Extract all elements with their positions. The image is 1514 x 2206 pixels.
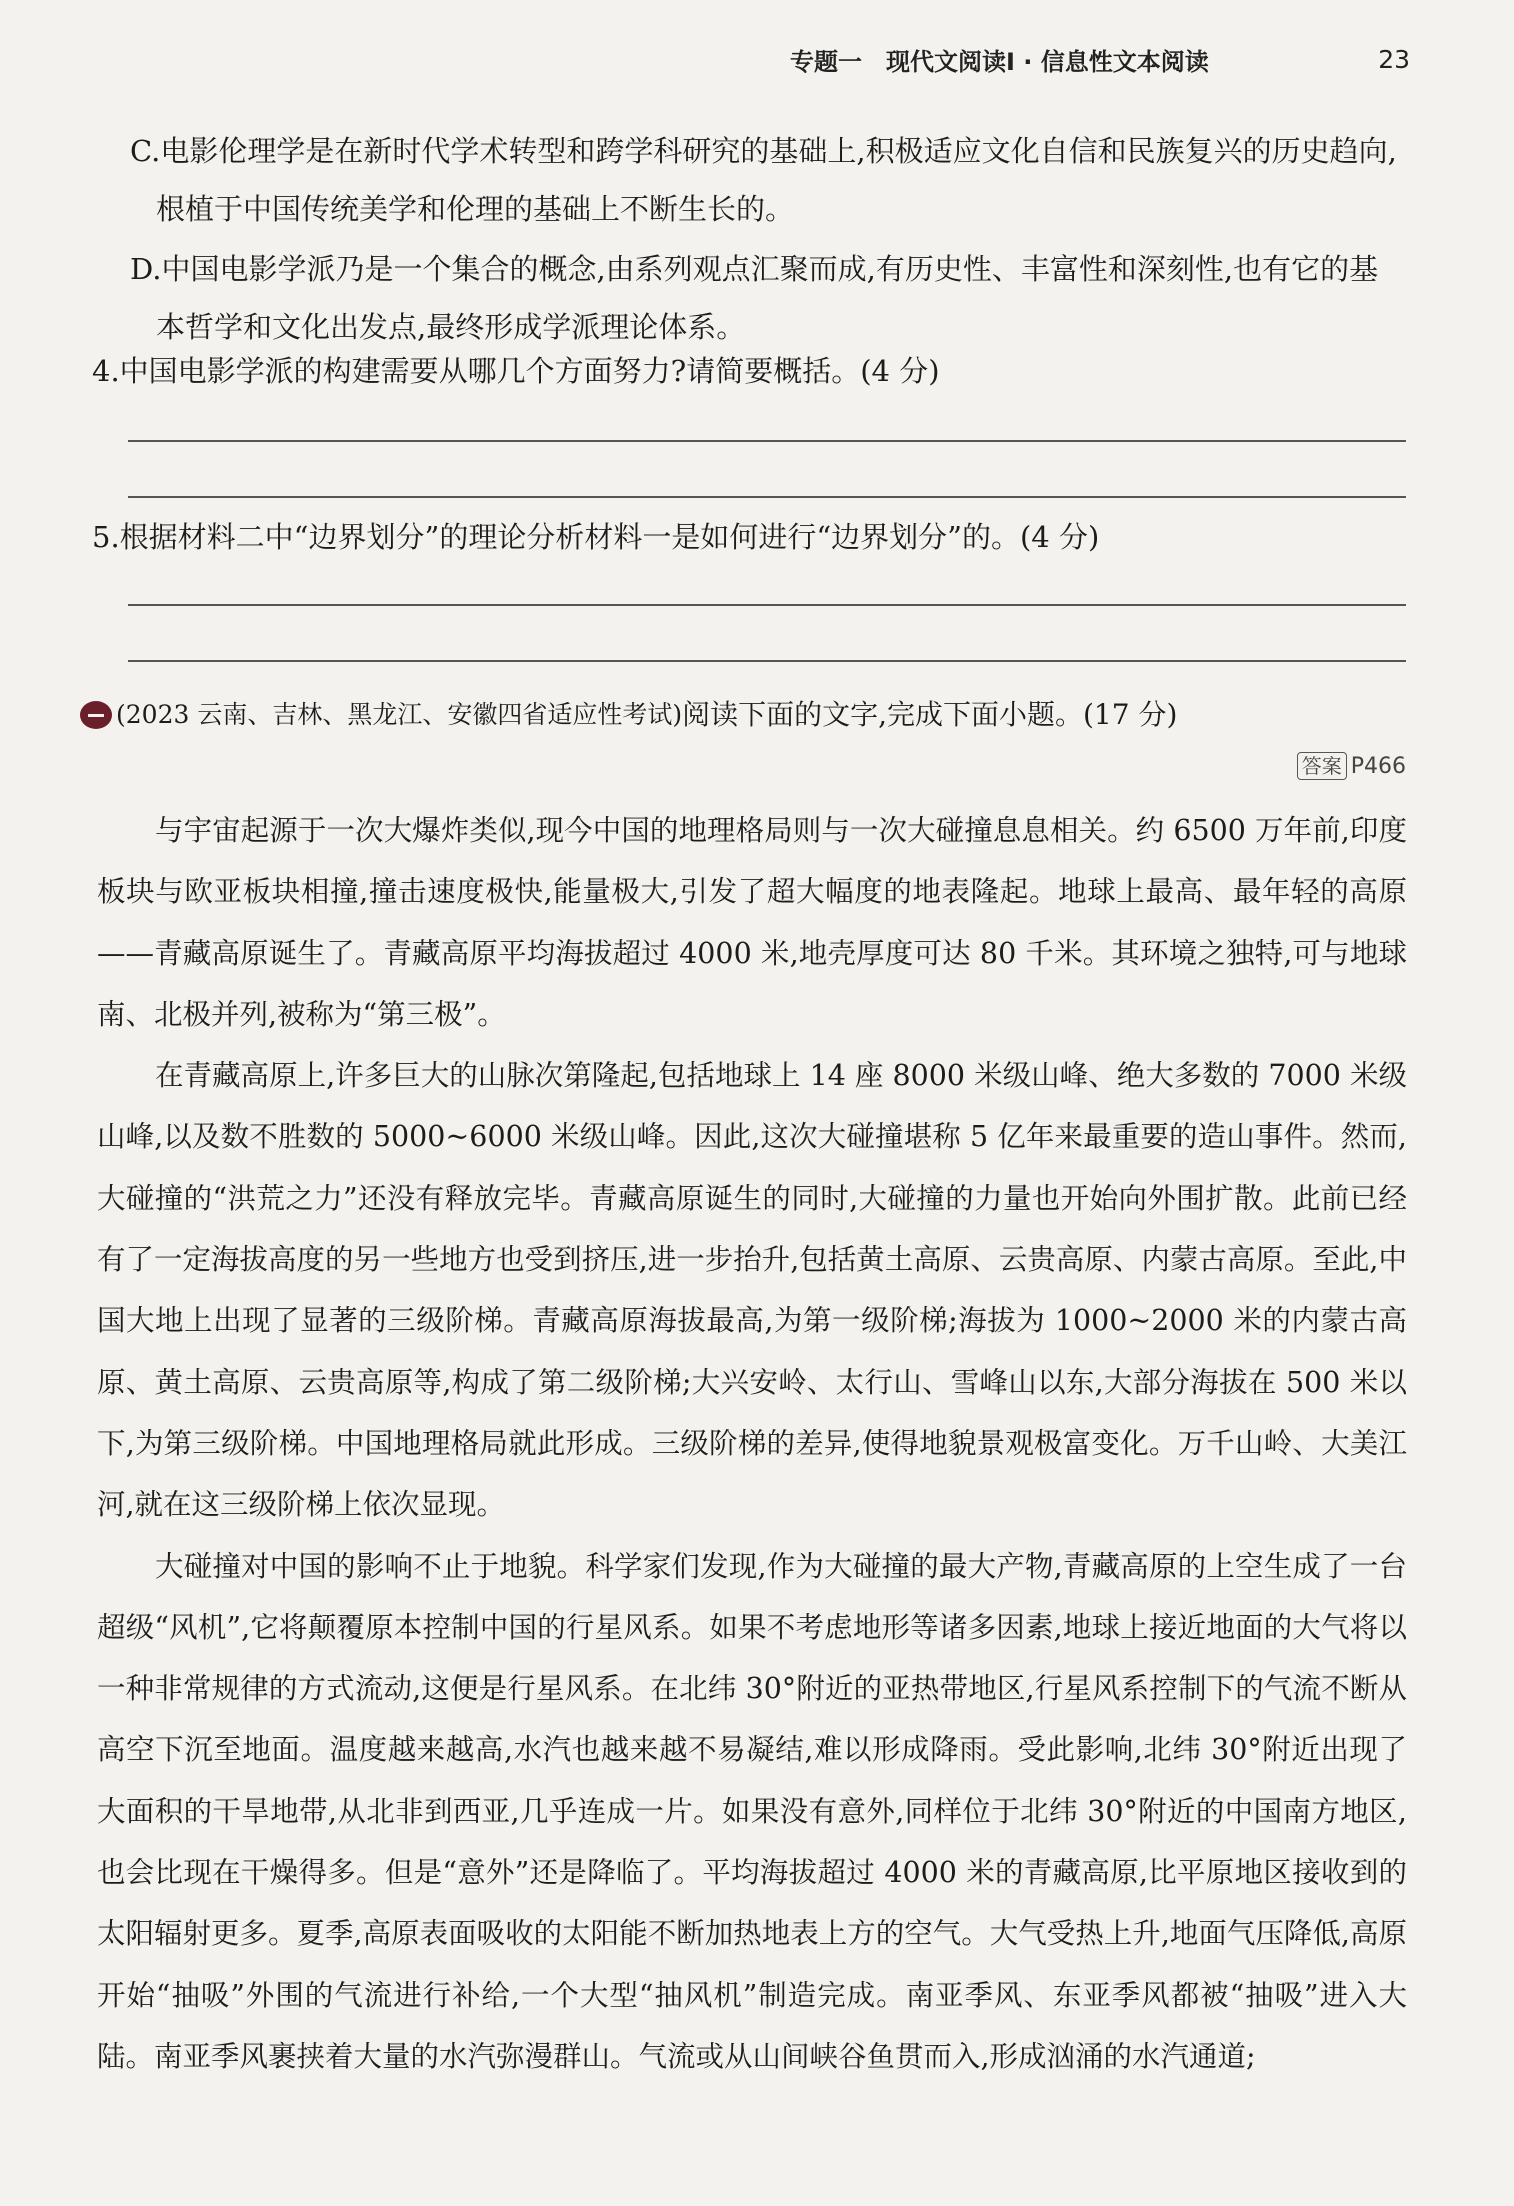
answer-line[interactable] — [128, 660, 1406, 662]
answer-page: P466 — [1350, 753, 1406, 779]
passage-paragraph: 与宇宙起源于一次大爆炸类似,现今中国的地理格局则与一次大碰撞息息相关。约 6500 万年前,印度板块与欧亚板块相撞,撞击速度极快,能量极大,引发了超大幅度的地表隆起。地球上最高、最年轻的高原——青藏高原诞生了。青藏高原平均海拔超过 4000 米,地壳厚度可达 80 千米。其环境之独特,可与地球南、北极并列,被称为“第三极”。 — [97, 814, 1407, 1031]
page-number: 23 — [1378, 45, 1410, 74]
option-d — [104, 240, 1406, 356]
question-number: 5. — [92, 520, 120, 554]
question-number: 4. — [92, 354, 120, 388]
page-header — [790, 42, 1410, 77]
passage-paragraph: 在青藏高原上,许多巨大的山脉次第隆起,包括地球上 14 座 8000 米级山峰、绝大多数的 7000 米级山峰,以及数不胜数的 5000~6000 米级山峰。因此,这次大碰撞堪称 5 亿年来最重要的造山事件。然而,大碰撞的“洪荒之力”还没有释放完毕。青藏高原诞生的同时,大碰撞的力量也开始向外围扩散。此前已经有了一定海拔高度的另一些地方也受到挤压,进一步抬升,包括黄土高原、云贵高原、内蒙古高原。至此,中国大地上出现了显著的三级阶梯。青藏高原海拔最高,为第一级阶梯;海拔为 1000~2000 米的内蒙古高原、黄土高原、云贵高原等,构成了第二级阶梯;大兴安岭、太行山、雪峰山以东,大部分海拔在 500 米以下,为第三级阶梯。中国地理格局就此形成。三级阶梯的差异,使得地貌景观极富变化。万千山岭、大美江河,就在这三级阶梯上依次显现。 — [97, 1059, 1407, 1522]
reading-passage — [97, 800, 1407, 2087]
option-letter: D. — [130, 252, 162, 286]
option-text: 电影伦理学是在新时代学术转型和跨学科研究的基础上,积极适应文化自信和民族复兴的历史趋向,根植于中国传统美学和伦理的基础上不断生长的。 — [156, 134, 1397, 226]
running-head: 专题一 现代文阅读Ⅰ · 信息性文本阅读 — [790, 48, 1209, 76]
passage-paragraph: 大碰撞对中国的影响不止于地貌。科学家们发现,作为大碰撞的最大产物,青藏高原的上空生成了一台超级“风机”,它将颠覆原本控制中国的行星风系。如果不考虑地形等诸多因素,地球上接近地面的大气将以一种非常规律的方式流动,这便是行星风系。在北纬 30°附近的亚热带地区,行星风系控制下的气流不断从高空下沉至地面。温度越来越高,水汽也越来越不易凝结,难以形成降雨。受此影响,北纬 30°附近出现了大面积的干旱地带,从北非到西亚,几乎连成一片。如果没有意外,同样位于北纬 30°附近的中国南方地区,也会比现在干燥得多。但是“意外”还是降临了。平均海拔超过 4000 米的青藏高原,比平原地区接收到的太阳辐射更多。夏季,高原表面吸收的太阳能不断加热地表上方的空气。大气受热上升,地面气压降低,高原开始“抽吸”外围的气流进行补给,一个大型“抽风机”制造完成。南亚季风、东亚季风都被“抽吸”进入大陆。南亚季风裹挟着大量的水汽弥漫群山。气流或从山间峡谷鱼贯而入,形成汹涌的水汽通道; — [97, 1549, 1407, 2073]
section-heading — [80, 695, 1410, 735]
section-instruction: 阅读下面的文字,完成下面小题。(17 分) — [682, 698, 1178, 731]
answer-line[interactable] — [128, 604, 1406, 606]
section-source: (2023 云南、吉林、黑龙江、安徽四省适应性考试) — [116, 700, 683, 729]
answer-reference — [1297, 752, 1406, 780]
question-text: 中国电影学派的构建需要从哪几个方面努力?请简要概括。(4 分) — [119, 354, 940, 388]
question-text: 根据材料二中“边界划分”的理论分析材料一是如何进行“边界划分”的。(4 分) — [119, 520, 1100, 554]
question-5 — [92, 508, 1394, 566]
option-text: 中国电影学派乃是一个集合的概念,由系列观点汇聚而成,有历史性、丰富性和深刻性,也有它的基本哲学和文化出发点,最终形成学派理论体系。 — [156, 252, 1379, 344]
option-c — [104, 122, 1406, 238]
option-letter: C. — [130, 134, 161, 168]
answer-line[interactable] — [128, 440, 1406, 442]
answer-label: 答案 — [1297, 752, 1347, 780]
question-4 — [92, 342, 1394, 400]
section-marker-icon — [80, 701, 112, 729]
answer-line[interactable] — [128, 496, 1406, 498]
